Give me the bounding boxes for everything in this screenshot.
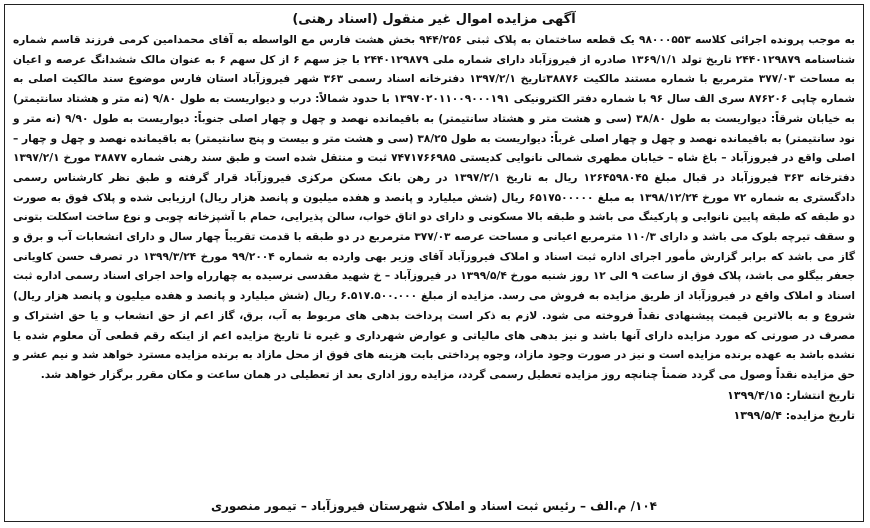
publish-date-label: تاریخ انتشار: [786, 388, 855, 402]
notice-signature: ۱۰۴/ م.الف – رئیس ثبت اسناد و املاک شهرستان فیروزآباد – تیمور منصوری [211, 499, 657, 513]
notice-body: به موجب پرونده اجرائی کلاسه ۹۸۰۰۰۵۵۳ یک قطعه ساختمان به پلاک ثبتی ۹۴۴/۲۵۶ بخش هشت فارس مع الواسطه به آقای محمدامین کرمی فرزند قاسم شماره شناسنامه ۲۴۴۰۱۲۹۸۷۹ تاریخ تولد ۱۳۶۹/۱/۱ صادره از فیروزآباد دارای شماره ملی ۲۴۴۰۱۲۹۸۷۹ با جز سهم ۶ از کل سهم ۶ به عنوان مالک ششدانگ عرصه و اعیان به مساحت ۳۷۷/۰۳ مترمربع با شماره مستند مالکیت ۳۸۸۷۶تاریخ ۱۳۹۷/۲/۱ دفترخانه اسناد رسمی ۳۶۳ شهر فیروزآباد استان فارس موضوع سند مالکیت اصلی به شماره چاپی ۸۷۶۲۰۶ سری الف سال ۹۶ با شماره دفتر الکترونیکی ۱۳۹۷۰۲۰۱۱۰۰۹۰۰۰۱۹۱ با حدود شمالاً: درب و دیواریست به طول ۹/۸۰ (نه متر و هشتاد سانتیمتر) به خیابان شرقاً: دیواریست به طول ۳۸/۸۰ (سی و هشت متر و هشتاد سانتیمتر) به باقیمانده نهصد و چهل و چهار اصلی جنوباً: دیواریست به طول ۹/۹۰ (نه متر و نود سانتیمتر) به باقیمانده نهصد و چهل و چهار اصلی غرباً: دیواریست به طول ۳۸/۲۵ (سی و هشت متر و بیست و پنج سانتیمتر) به باقیمانده نهصد و چهل و چهار – اصلی واقع در فیروزآباد – باغ شاه – خیابان مطهری شمالی نانوایی کدیستی ۷۴۷۱۷۶۶۹۸۵ ثبت و منتقل شده است و طبق سند رهنی شماره ۳۸۸۷۷ مورخ ۱۳۹۷/۲/۱ دفترخانه ۳۶۳ فیروزآباد در قبال مبلغ ۱۲۶۴۵۹۸۰۴۵ ریال به تاریخ ۱۳۹۷/۲/۱ در رهن بانک مسکن مرکزی فیروزآباد قرار گرفته و طبق نظر کارشناس رسمی دادگستری به شماره ۷۲ مورخ ۱۳۹۸/۱۲/۲۴ به مبلغ ۶۵۱۷۵۰۰۰۰۰ ریال (شش میلیارد و پانصد و هفده میلیون و پانصد هزار ریال) ارزیابی شده و پلاک فوق به صورت دو طبقه که طبقه پایین نانوایی و پارکینگ می باشد و طبقه بالا مسکونی و دارای دو اتاق خواب، سالن پذیرایی، حمام با آشپزخانه چوبی و نوع ساخت اسکلت بتونی و سقف تیرچه بلوک می باشد و دارای ۱۱۰/۳ مترمربع اعیانی و مساحت عرصه ۳۷۷/۰۳ مترمربع در دو طبقه با قدمت تقریباً چهار سال و دارای انشعابات آب و برق و گاز می باشد که برابر گزارش مأمور اجرای اداره ثبت اسناد و املاک فیروزآباد آقای وزیر بهی وارده به شماره ۹۹/۲۰۰۴ مورخ ۱۳۹۹/۳/۲۴ در تصرف حسن کاویانی جعفر بیگلو می باشد، پلاک فوق از ساعت ۹ الی ۱۲ روز شنبه مورخ ۱۳۹۹/۵/۴ در فیروزآباد – خ شهید مقدسی نرسیده به چهارراه واحد اجرای اسناد رسمی اداره ثبت اسناد و املاک واقع در فیروزآباد از طریق مزایده به فروش می رسد. مزایده از مبلغ ۶.۵۱۷.۵۰۰.۰۰۰ ریال (شش میلیارد و پانصد و هفده میلیون و پانصد هزار ریال) شروع و به بالاترین قیمت پیشنهادی نقداً فروخته می شود. لازم به ذکر است پرداخت بدهی های مربوط به آب، برق، گاز اعم از حق انشعاب و یا حق اشتراک و مصرف در صورتی که مورد مزایده دارای آنها باشد و نیز بدهی های مالیاتی و عوارض شهرداری و غیره تا تاریخ مزایده اعم از اینکه رقم قطعی آن معلوم شده یا نشده باشد به عهده برنده مزایده است و نیز در صورت وجود مازاد، وجوه پرداختی بابت هزینه های فوق از محل مازاد به برنده مزایده مسترد خواهد شد و نیم عشر و حق مزایده نقداً وصول می گردد ضمناً چنانچه روز مزایده تعطیل رسمی گردد، مزایده روز اداری بعد از تعطیلی در همان ساعت و مکان مقرر برگزار خواهد شد. [13, 34, 856, 381]
auction-date-line [13, 406, 855, 426]
auction-date-label: تاریخ مزایده: [785, 408, 855, 422]
publish-date-value: ۱۳۹۹/۴/۱۵ [727, 388, 783, 402]
notice-dates [13, 386, 855, 426]
publish-date-line [13, 386, 855, 406]
auction-date-value: ۱۳۹۹/۵/۴ [733, 408, 782, 422]
notice-title: آگهی مزایده اموال غیر منقول (اسناد رهنی) [292, 12, 576, 27]
auction-notice [4, 4, 864, 522]
